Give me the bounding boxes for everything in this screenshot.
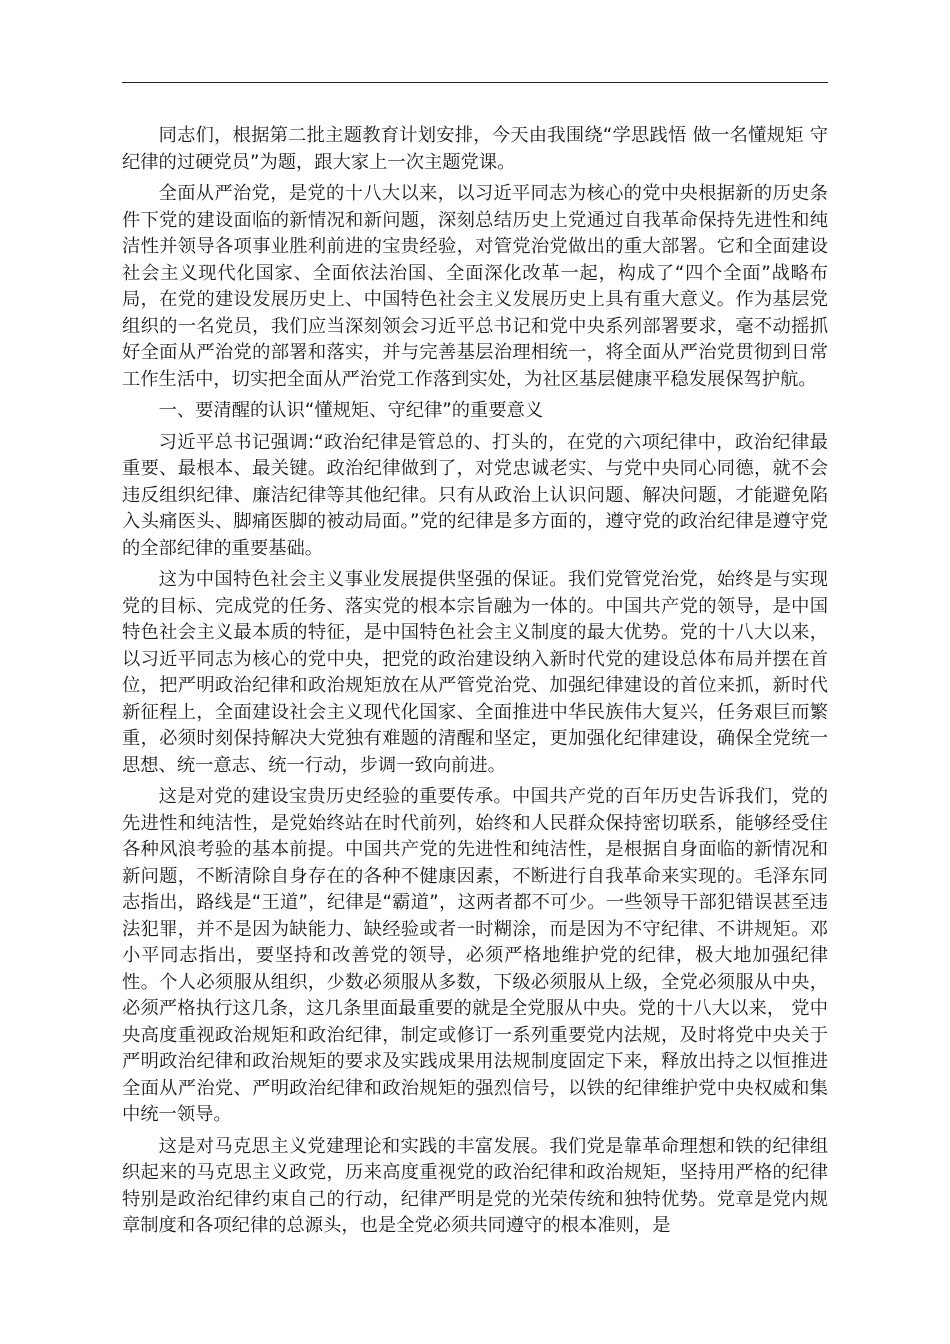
section-heading-1: 一、要清醒的认识“懂规矩、守纪律”的重要意义: [158, 400, 544, 421]
paragraph-intro: 同志们，根据第二批主题教育计划安排，今天由我围绕“学思践悟 做一名懂规矩 守纪律的过硬党员”为题，跟大家上一次主题党课。: [122, 125, 828, 173]
paragraph-strict-governance: 全面从严治党，是党的十八大以来，以习近平同志为核心的党中央根据新的历史条件下党的建设面临的新情况和新问题，深刻总结历史上党通过自我革命保持先进性和纯洁性并领导各项事业胜利前进的宝贵经验，对管党治党做出的重大部署。它和全面建设社会主义现代化国家、全面依法治国、全面深化改革一起，构成了“四个全面”战略布局，在党的建设发展历史上、中国特色社会主义发展历史上具有重大意义。作为基层党组织的一名党员，我们应当深刻领会习近平总书记和党中央系列部署要求，毫不动摇抓好全面从严治党的部署和落实，并与完善基层治理相统一，将全面从严治党贯彻到日常工作生活中，切实把全面从严治党工作落到实处，为社区基层健康平稳发展保驾护航。: [122, 183, 828, 390]
paragraph-guarantee: 这为中国特色社会主义事业发展提供坚强的保证。我们党管党治党，始终是与实现党的目标、完成党的任务、落实党的根本宗旨融为一体的。中国共产党的领导，是中国特色社会主义最本质的特征，是中国特色社会主义制度的最大优势。党的十八大以来，以习近平同志为核心的党中央，把党的政治建设纳入新时代党的建设总体布局并摆在首位，把严明政治纪律和政治规矩放在从严管党治党、加强纪律建设的首位来抓，新时代新征程上，全面建设社会主义现代化国家、全面推进中华民族伟大复兴，任务艰巨而繁重，必须时刻保持解决大党独有难题的清醒和坚定，更加强化纪律建设，确保全党统一思想、统一意志、统一行动，步调一致向前进。: [122, 569, 828, 776]
document-body: [122, 123, 828, 1245]
paragraph-historical-experience: 这是对党的建设宝贵历史经验的重要传承。中国共产党的百年历史告诉我们，党的先进性和纯洁性，是党始终站在时代前列，始终和人民群众保持密切联系，能够经受住各种风浪考验的基本前提。中国共产党的先进性和纯洁性，是根据自身面临的新情况和新问题，不断清除自身存在的各种不健康因素，不断进行自我革命来实现的。毛泽东同志指出，路线是“王道”，纪律是“霸道”，这两者都不可少。一些领导干部犯错误甚至违法犯罪，并不是因为缺能力、缺经验或者一时糊涂，而是因为不守纪律、不讲规矩。邓小平同志指出，要坚持和改善党的领导，必须严格地维护党的纪律，极大地加强纪律性。个人必须服从组织，少数必须服从多数，下级必须服从上级，全党必须服从中央，必须严格执行这几条，这几条里面最重要的就是全党服从中央。党的十八大以来， 党中央高度重视政治规矩和政治纪律，制定或修订一系列重要党内法规，及时将党中央关于严明政治纪律和政治规矩的要求及实践成果用法规制度固定下来，释放出持之以恒推进全面从严治党、严明政治纪律和政治规矩的强烈信号，以铁的纪律维护党中央权威和集中统一领导。: [122, 786, 828, 1125]
paragraph-marxist-theory: 这是对马克思主义党建理论和实践的丰富发展。我们党是靠革命理想和铁的纪律组织起来的马克思主义政党，历来高度重视党的政治纪律和政治规矩，坚持用严格的纪律特别是政治纪律约束自己的行动，纪律严明是党的光荣传统和独特优势。党章是党内规章制度和各项纪律的总源头，也是全党必须共同遵守的根本准则，是: [122, 1135, 828, 1236]
paragraph-political-discipline: 习近平总书记强调:“政治纪律是管总的、打头的，在党的六项纪律中，政治纪律最重要、最根本、最关键。政治纪律做到了，对党忠诚老实、与党中央同心同德，就不会违反组织纪律、廉洁纪律等其他纪律。只有从政治上认识问题、解决问题，才能避免陷入头痛医头、脚痛医脚的被动局面。”党的纪律是多方面的，遵守党的政治纪律是遵守党的全部纪律的重要基础。: [122, 431, 828, 559]
header-rule: [122, 82, 828, 83]
